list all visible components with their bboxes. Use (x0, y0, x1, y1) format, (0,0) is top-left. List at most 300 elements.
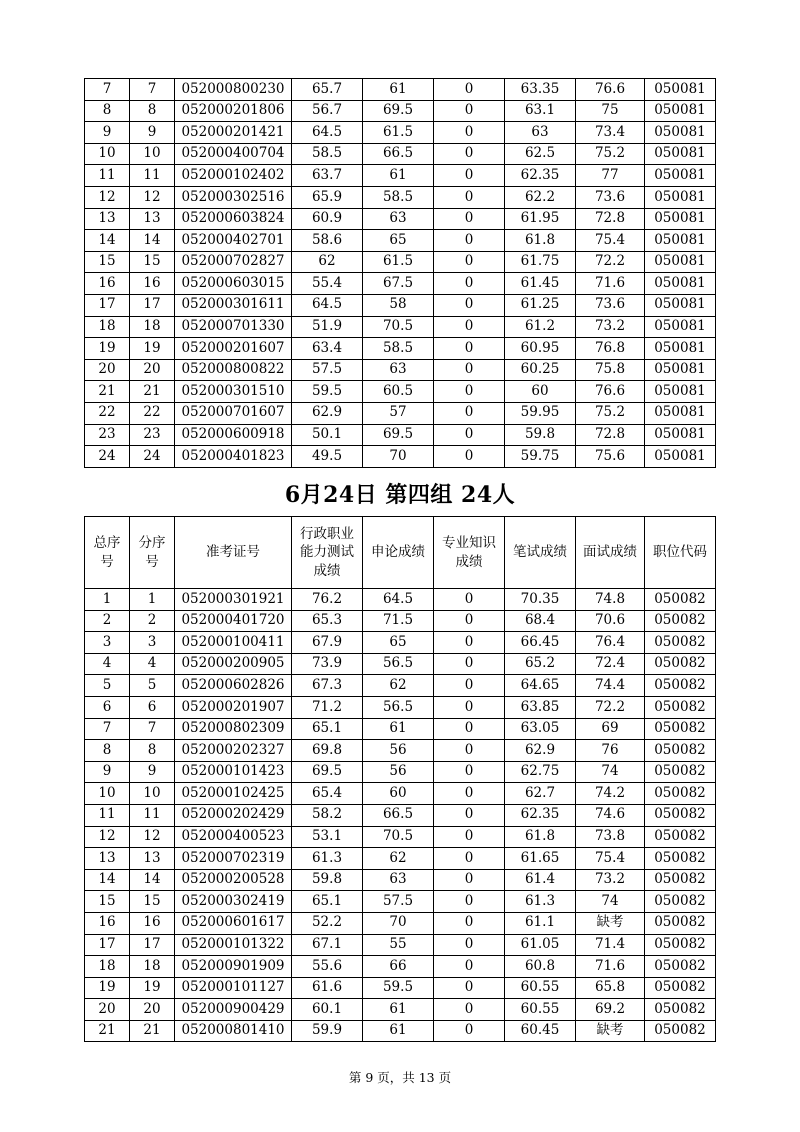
cell-professional-score: 0 (434, 208, 505, 230)
cell-position-code: 050081 (645, 230, 716, 252)
cell-written-score: 62.2 (505, 186, 576, 208)
cell-total-number: 17 (85, 294, 130, 316)
table-row (85, 977, 716, 999)
table-row (85, 891, 716, 913)
cell-written-score: 65.2 (505, 653, 576, 675)
cell-sub-number: 6 (130, 696, 175, 718)
cell-essay-score: 66 (363, 956, 434, 978)
cell-written-score: 61.05 (505, 934, 576, 956)
cell-professional-score: 0 (434, 1020, 505, 1042)
cell-professional-score: 0 (434, 273, 505, 295)
cell-interview-score: 75 (576, 100, 645, 122)
cell-written-score: 61.1 (505, 912, 576, 934)
cell-written-score: 62.35 (505, 804, 576, 826)
header-aptitude-score: 行政职业能力测试成绩 (292, 517, 363, 589)
cell-sub-number: 1 (130, 589, 175, 611)
cell-exam-id: 052000301611 (175, 294, 292, 316)
cell-exam-id: 052000200905 (175, 653, 292, 675)
cell-position-code: 050082 (645, 632, 716, 654)
cell-aptitude-score: 65.9 (292, 186, 363, 208)
table-row (85, 589, 716, 611)
cell-written-score: 61.8 (505, 230, 576, 252)
cell-position-code: 050081 (645, 359, 716, 381)
cell-essay-score: 61 (363, 165, 434, 187)
cell-aptitude-score: 76.2 (292, 589, 363, 611)
cell-interview-score: 76.6 (576, 381, 645, 403)
table-row (85, 1020, 716, 1042)
cell-exam-id: 052000900429 (175, 999, 292, 1021)
cell-exam-id: 052000101423 (175, 761, 292, 783)
cell-interview-score: 72.8 (576, 424, 645, 446)
table-row (85, 718, 716, 740)
cell-total-number: 8 (85, 740, 130, 762)
cell-sub-number: 20 (130, 359, 175, 381)
cell-professional-score: 0 (434, 230, 505, 252)
table-row (85, 653, 716, 675)
cell-aptitude-score: 65.7 (292, 79, 363, 101)
cell-total-number: 17 (85, 934, 130, 956)
cell-essay-score: 69.5 (363, 424, 434, 446)
cell-essay-score: 61.5 (363, 122, 434, 144)
cell-essay-score: 56 (363, 761, 434, 783)
cell-total-number: 21 (85, 381, 130, 403)
cell-written-score: 63.1 (505, 100, 576, 122)
cell-sub-number: 24 (130, 446, 175, 468)
table-row (85, 869, 716, 891)
table-row (85, 122, 716, 144)
cell-interview-score: 73.2 (576, 316, 645, 338)
cell-position-code: 050081 (645, 79, 716, 101)
cell-exam-id: 052000601617 (175, 912, 292, 934)
cell-position-code: 050082 (645, 826, 716, 848)
cell-interview-score: 75.6 (576, 446, 645, 468)
cell-position-code: 050082 (645, 891, 716, 913)
table-row (85, 912, 716, 934)
cell-professional-score: 0 (434, 826, 505, 848)
cell-sub-number: 12 (130, 186, 175, 208)
cell-written-score: 62.9 (505, 740, 576, 762)
cell-professional-score: 0 (434, 740, 505, 762)
cell-position-code: 050081 (645, 402, 716, 424)
cell-position-code: 050082 (645, 653, 716, 675)
section-title: 6月24日 第四组 24人 (284, 482, 516, 508)
cell-sub-number: 7 (130, 79, 175, 101)
cell-total-number: 20 (85, 999, 130, 1021)
header-exam-id: 准考证号 (175, 517, 292, 589)
table-row (85, 143, 716, 165)
cell-position-code: 050081 (645, 251, 716, 273)
cell-position-code: 050082 (645, 848, 716, 870)
cell-interview-score: 73.4 (576, 122, 645, 144)
table-row (85, 208, 716, 230)
cell-interview-score: 缺考 (576, 1020, 645, 1042)
score-table-group-3-continued (84, 78, 716, 468)
cell-essay-score: 58.5 (363, 338, 434, 360)
cell-total-number: 16 (85, 912, 130, 934)
cell-position-code: 050082 (645, 761, 716, 783)
cell-interview-score: 69.2 (576, 999, 645, 1021)
cell-essay-score: 62 (363, 848, 434, 870)
cell-essay-score: 61 (363, 718, 434, 740)
cell-written-score: 68.4 (505, 610, 576, 632)
cell-total-number: 15 (85, 251, 130, 273)
cell-aptitude-score: 50.1 (292, 424, 363, 446)
cell-essay-score: 64.5 (363, 589, 434, 611)
cell-interview-score: 74 (576, 761, 645, 783)
cell-sub-number: 16 (130, 912, 175, 934)
cell-interview-score: 70.6 (576, 610, 645, 632)
cell-professional-score: 0 (434, 294, 505, 316)
header-professional-score: 专业知识成绩 (434, 517, 505, 589)
cell-position-code: 050081 (645, 338, 716, 360)
cell-total-number: 7 (85, 718, 130, 740)
cell-sub-number: 9 (130, 761, 175, 783)
cell-written-score: 64.65 (505, 675, 576, 697)
cell-interview-score: 74.2 (576, 783, 645, 805)
cell-essay-score: 61 (363, 79, 434, 101)
table-row (85, 338, 716, 360)
cell-position-code: 050082 (645, 956, 716, 978)
table-body (85, 79, 716, 468)
cell-interview-score: 72.2 (576, 696, 645, 718)
cell-aptitude-score: 67.3 (292, 675, 363, 697)
cell-professional-score: 0 (434, 251, 505, 273)
cell-essay-score: 65 (363, 632, 434, 654)
cell-interview-score: 76 (576, 740, 645, 762)
cell-aptitude-score: 58.6 (292, 230, 363, 252)
cell-sub-number: 2 (130, 610, 175, 632)
page-footer: 第 9 页，共 13 页 (348, 1070, 452, 1085)
table-row (85, 675, 716, 697)
cell-professional-score: 0 (434, 446, 505, 468)
cell-professional-score: 0 (434, 165, 505, 187)
cell-aptitude-score: 60.9 (292, 208, 363, 230)
table-row (85, 294, 716, 316)
table-row (85, 359, 716, 381)
cell-professional-score: 0 (434, 338, 505, 360)
cell-written-score: 61.2 (505, 316, 576, 338)
cell-exam-id: 052000201421 (175, 122, 292, 144)
cell-aptitude-score: 55.4 (292, 273, 363, 295)
cell-professional-score: 0 (434, 848, 505, 870)
cell-written-score: 61.95 (505, 208, 576, 230)
cell-exam-id: 052000800230 (175, 79, 292, 101)
cell-aptitude-score: 69.8 (292, 740, 363, 762)
cell-position-code: 050081 (645, 446, 716, 468)
cell-sub-number: 3 (130, 632, 175, 654)
cell-total-number: 11 (85, 804, 130, 826)
table-row (85, 956, 716, 978)
cell-interview-score: 缺考 (576, 912, 645, 934)
cell-essay-score: 60 (363, 783, 434, 805)
cell-sub-number: 8 (130, 100, 175, 122)
cell-aptitude-score: 51.9 (292, 316, 363, 338)
cell-sub-number: 5 (130, 675, 175, 697)
cell-exam-id: 052000702319 (175, 848, 292, 870)
cell-sub-number: 4 (130, 653, 175, 675)
cell-aptitude-score: 59.5 (292, 381, 363, 403)
cell-exam-id: 052000400523 (175, 826, 292, 848)
cell-professional-score: 0 (434, 783, 505, 805)
cell-sub-number: 11 (130, 165, 175, 187)
cell-position-code: 050081 (645, 143, 716, 165)
cell-exam-id: 052000701607 (175, 402, 292, 424)
cell-written-score: 63 (505, 122, 576, 144)
cell-total-number: 7 (85, 79, 130, 101)
cell-professional-score: 0 (434, 122, 505, 144)
table-row (85, 100, 716, 122)
cell-professional-score: 0 (434, 999, 505, 1021)
cell-sub-number: 21 (130, 381, 175, 403)
table-row (85, 740, 716, 762)
table-row (85, 79, 716, 101)
cell-aptitude-score: 65.4 (292, 783, 363, 805)
cell-exam-id: 052000202327 (175, 740, 292, 762)
cell-position-code: 050082 (645, 718, 716, 740)
cell-total-number: 2 (85, 610, 130, 632)
cell-written-score: 62.5 (505, 143, 576, 165)
cell-professional-score: 0 (434, 675, 505, 697)
cell-interview-score: 76.4 (576, 632, 645, 654)
cell-exam-id: 052000202429 (175, 804, 292, 826)
cell-written-score: 60.25 (505, 359, 576, 381)
cell-sub-number: 19 (130, 977, 175, 999)
cell-aptitude-score: 62.9 (292, 402, 363, 424)
cell-position-code: 050081 (645, 208, 716, 230)
cell-essay-score: 62 (363, 675, 434, 697)
cell-aptitude-score: 61.6 (292, 977, 363, 999)
cell-essay-score: 61 (363, 1020, 434, 1042)
cell-position-code: 050082 (645, 977, 716, 999)
header-interview-score: 面试成绩 (576, 517, 645, 589)
cell-written-score: 61.8 (505, 826, 576, 848)
cell-written-score: 63.05 (505, 718, 576, 740)
cell-total-number: 6 (85, 696, 130, 718)
table-row (85, 230, 716, 252)
cell-interview-score: 75.2 (576, 143, 645, 165)
cell-total-number: 20 (85, 359, 130, 381)
cell-professional-score: 0 (434, 186, 505, 208)
cell-sub-number: 18 (130, 316, 175, 338)
cell-exam-id: 052000302516 (175, 186, 292, 208)
cell-aptitude-score: 60.1 (292, 999, 363, 1021)
cell-aptitude-score: 59.8 (292, 869, 363, 891)
cell-written-score: 70.35 (505, 589, 576, 611)
cell-essay-score: 65 (363, 230, 434, 252)
cell-essay-score: 61.5 (363, 251, 434, 273)
cell-written-score: 62.35 (505, 165, 576, 187)
cell-aptitude-score: 73.9 (292, 653, 363, 675)
cell-exam-id: 052000701330 (175, 316, 292, 338)
cell-professional-score: 0 (434, 956, 505, 978)
table-row (85, 934, 716, 956)
cell-essay-score: 70 (363, 912, 434, 934)
cell-interview-score: 69 (576, 718, 645, 740)
table-row (85, 424, 716, 446)
cell-interview-score: 76.6 (576, 79, 645, 101)
cell-essay-score: 58.5 (363, 186, 434, 208)
cell-exam-id: 052000200528 (175, 869, 292, 891)
cell-sub-number: 15 (130, 891, 175, 913)
cell-exam-id: 052000600918 (175, 424, 292, 446)
cell-exam-id: 052000201907 (175, 696, 292, 718)
cell-aptitude-score: 58.5 (292, 143, 363, 165)
cell-written-score: 60.55 (505, 977, 576, 999)
cell-essay-score: 67.5 (363, 273, 434, 295)
score-table-group-4 (84, 516, 716, 1042)
cell-professional-score: 0 (434, 804, 505, 826)
cell-interview-score: 75.2 (576, 402, 645, 424)
cell-sub-number: 9 (130, 122, 175, 144)
cell-position-code: 050082 (645, 912, 716, 934)
table-row (85, 632, 716, 654)
cell-interview-score: 73.8 (576, 826, 645, 848)
table-row (85, 402, 716, 424)
cell-exam-id: 052000401823 (175, 446, 292, 468)
cell-essay-score: 66.5 (363, 143, 434, 165)
cell-interview-score: 73.6 (576, 294, 645, 316)
cell-interview-score: 74.6 (576, 804, 645, 826)
cell-exam-id: 052000901909 (175, 956, 292, 978)
cell-total-number: 15 (85, 891, 130, 913)
cell-essay-score: 56 (363, 740, 434, 762)
cell-essay-score: 57.5 (363, 891, 434, 913)
cell-exam-id: 052000401720 (175, 610, 292, 632)
cell-total-number: 21 (85, 1020, 130, 1042)
cell-written-score: 61.45 (505, 273, 576, 295)
cell-aptitude-score: 64.5 (292, 122, 363, 144)
cell-professional-score: 0 (434, 632, 505, 654)
cell-professional-score: 0 (434, 869, 505, 891)
cell-interview-score: 72.8 (576, 208, 645, 230)
cell-essay-score: 63 (363, 208, 434, 230)
table-row (85, 186, 716, 208)
cell-aptitude-score: 56.7 (292, 100, 363, 122)
cell-professional-score: 0 (434, 610, 505, 632)
cell-written-score: 61.65 (505, 848, 576, 870)
table-body (85, 589, 716, 1042)
cell-sub-number: 18 (130, 956, 175, 978)
table-row (85, 999, 716, 1021)
cell-professional-score: 0 (434, 891, 505, 913)
cell-exam-id: 052000402701 (175, 230, 292, 252)
cell-professional-score: 0 (434, 402, 505, 424)
cell-exam-id: 052000102425 (175, 783, 292, 805)
cell-total-number: 8 (85, 100, 130, 122)
cell-professional-score: 0 (434, 653, 505, 675)
cell-professional-score: 0 (434, 143, 505, 165)
cell-aptitude-score: 63.4 (292, 338, 363, 360)
cell-exam-id: 052000301510 (175, 381, 292, 403)
cell-exam-id: 052000100411 (175, 632, 292, 654)
table-row (85, 761, 716, 783)
cell-sub-number: 17 (130, 934, 175, 956)
cell-essay-score: 63 (363, 869, 434, 891)
cell-exam-id: 052000102402 (175, 165, 292, 187)
cell-total-number: 9 (85, 122, 130, 144)
cell-aptitude-score: 67.1 (292, 934, 363, 956)
cell-position-code: 050082 (645, 589, 716, 611)
cell-position-code: 050082 (645, 696, 716, 718)
cell-sub-number: 23 (130, 424, 175, 446)
cell-aptitude-score: 61.3 (292, 848, 363, 870)
cell-sub-number: 15 (130, 251, 175, 273)
cell-total-number: 12 (85, 186, 130, 208)
table-row (85, 165, 716, 187)
cell-interview-score: 73.6 (576, 186, 645, 208)
table-row (85, 251, 716, 273)
cell-professional-score: 0 (434, 100, 505, 122)
cell-total-number: 19 (85, 338, 130, 360)
cell-interview-score: 74.4 (576, 675, 645, 697)
cell-position-code: 050082 (645, 675, 716, 697)
cell-written-score: 62.7 (505, 783, 576, 805)
cell-essay-score: 69.5 (363, 100, 434, 122)
cell-position-code: 050082 (645, 783, 716, 805)
cell-position-code: 050081 (645, 186, 716, 208)
cell-total-number: 10 (85, 783, 130, 805)
cell-essay-score: 70.5 (363, 316, 434, 338)
cell-written-score: 61.3 (505, 891, 576, 913)
cell-exam-id: 052000101127 (175, 977, 292, 999)
cell-interview-score: 71.6 (576, 956, 645, 978)
cell-aptitude-score: 67.9 (292, 632, 363, 654)
cell-written-score: 59.75 (505, 446, 576, 468)
cell-aptitude-score: 57.5 (292, 359, 363, 381)
header-essay-score: 申论成绩 (363, 517, 434, 589)
cell-written-score: 61.4 (505, 869, 576, 891)
table-row (85, 273, 716, 295)
cell-position-code: 050082 (645, 999, 716, 1021)
cell-sub-number: 12 (130, 826, 175, 848)
cell-written-score: 60.45 (505, 1020, 576, 1042)
cell-exam-id: 052000400704 (175, 143, 292, 165)
cell-interview-score: 65.8 (576, 977, 645, 999)
cell-written-score: 60.55 (505, 999, 576, 1021)
header-written-score: 笔试成绩 (505, 517, 576, 589)
cell-exam-id: 052000802309 (175, 718, 292, 740)
cell-sub-number: 19 (130, 338, 175, 360)
cell-professional-score: 0 (434, 79, 505, 101)
cell-written-score: 61.75 (505, 251, 576, 273)
cell-interview-score: 75.4 (576, 230, 645, 252)
cell-interview-score: 72.4 (576, 653, 645, 675)
cell-interview-score: 74 (576, 891, 645, 913)
table-row (85, 804, 716, 826)
cell-professional-score: 0 (434, 696, 505, 718)
cell-professional-score: 0 (434, 316, 505, 338)
cell-total-number: 24 (85, 446, 130, 468)
cell-position-code: 050081 (645, 424, 716, 446)
cell-exam-id: 052000702827 (175, 251, 292, 273)
cell-aptitude-score: 52.2 (292, 912, 363, 934)
cell-essay-score: 56.5 (363, 653, 434, 675)
cell-interview-score: 75.4 (576, 848, 645, 870)
cell-professional-score: 0 (434, 977, 505, 999)
cell-interview-score: 76.8 (576, 338, 645, 360)
cell-total-number: 14 (85, 230, 130, 252)
cell-professional-score: 0 (434, 424, 505, 446)
cell-aptitude-score: 53.1 (292, 826, 363, 848)
cell-exam-id: 052000603824 (175, 208, 292, 230)
cell-written-score: 66.45 (505, 632, 576, 654)
header-sub-number: 分序号 (130, 517, 175, 589)
cell-exam-id: 052000101322 (175, 934, 292, 956)
cell-sub-number: 14 (130, 869, 175, 891)
cell-aptitude-score: 65.1 (292, 891, 363, 913)
cell-professional-score: 0 (434, 761, 505, 783)
cell-aptitude-score: 65.1 (292, 718, 363, 740)
